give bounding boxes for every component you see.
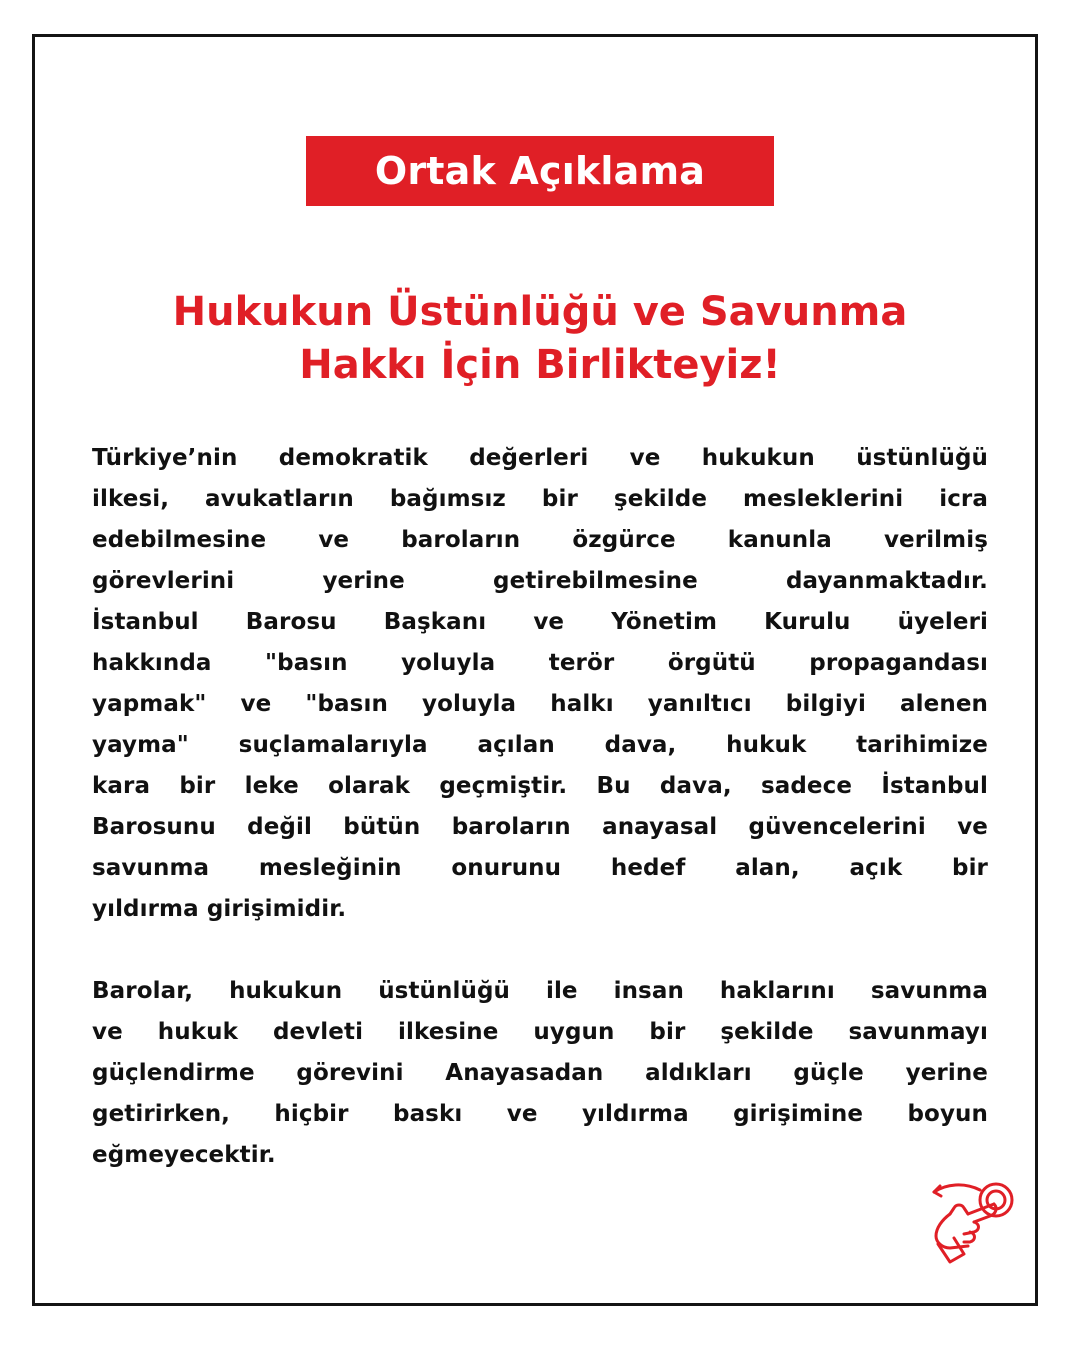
text-line: görevlerini yerine getirebilmesine dayanmaktadır.: [92, 568, 988, 594]
text-line: Barosunu değil bütün baroların anayasal güvencelerini ve: [92, 814, 988, 840]
text-line: yapmak" ve "basın yoluyla halkı yanıltıcı bilgiyi alenen: [92, 691, 988, 717]
text-line: yıldırma girişimidir.: [92, 896, 347, 922]
text-line: ilkesi, avukatların bağımsız bir şekilde mesleklerini icra: [92, 486, 988, 512]
text-line: güçlendirme görevini Anayasadan aldıkları güçle yerine: [92, 1060, 988, 1086]
paragraph-1: [92, 438, 988, 930]
text-line: eğmeyecektir.: [92, 1142, 276, 1168]
text-line: getirirken, hiçbir baskı ve yıldırma girişimine boyun: [92, 1101, 988, 1127]
text-line: savunma mesleğinin onurunu hedef alan, açık bir: [92, 855, 988, 881]
text-line: kara bir leke olarak geçmiştir. Bu dava, sadece İstanbul: [92, 773, 988, 799]
statement-body: [92, 438, 988, 1176]
text-line: ve hukuk devleti ilkesine uygun bir şekilde savunmayı: [92, 1019, 988, 1045]
headline-line: Hakkı İçin Birlikteyiz!: [299, 342, 781, 388]
headline-line: Hukukun Üstünlüğü ve Savunma: [172, 289, 908, 335]
text-line: Türkiye’nin demokratik değerleri ve hukukun üstünlüğü: [92, 445, 988, 471]
text-line: İstanbul Barosu Başkanı ve Yönetim Kurulu üyeleri: [92, 609, 988, 635]
text-line: edebilmesine ve baroların özgürce kanunla verilmiş: [92, 527, 988, 553]
text-line: hakkında "basın yoluyla terör örgütü propagandası: [92, 650, 988, 676]
swipe-hand-icon[interactable]: [924, 1178, 1020, 1270]
text-line: Barolar, hukukun üstünlüğü ile insan haklarını savunma: [92, 978, 988, 1004]
paragraph-2: [92, 971, 988, 1176]
announcement-badge: Ortak Açıklama: [306, 136, 774, 206]
paragraph-gap: [92, 930, 988, 971]
text-line: yayma" suçlamalarıyla açılan dava, hukuk tarihimize: [92, 732, 988, 758]
headline: [80, 286, 1000, 392]
